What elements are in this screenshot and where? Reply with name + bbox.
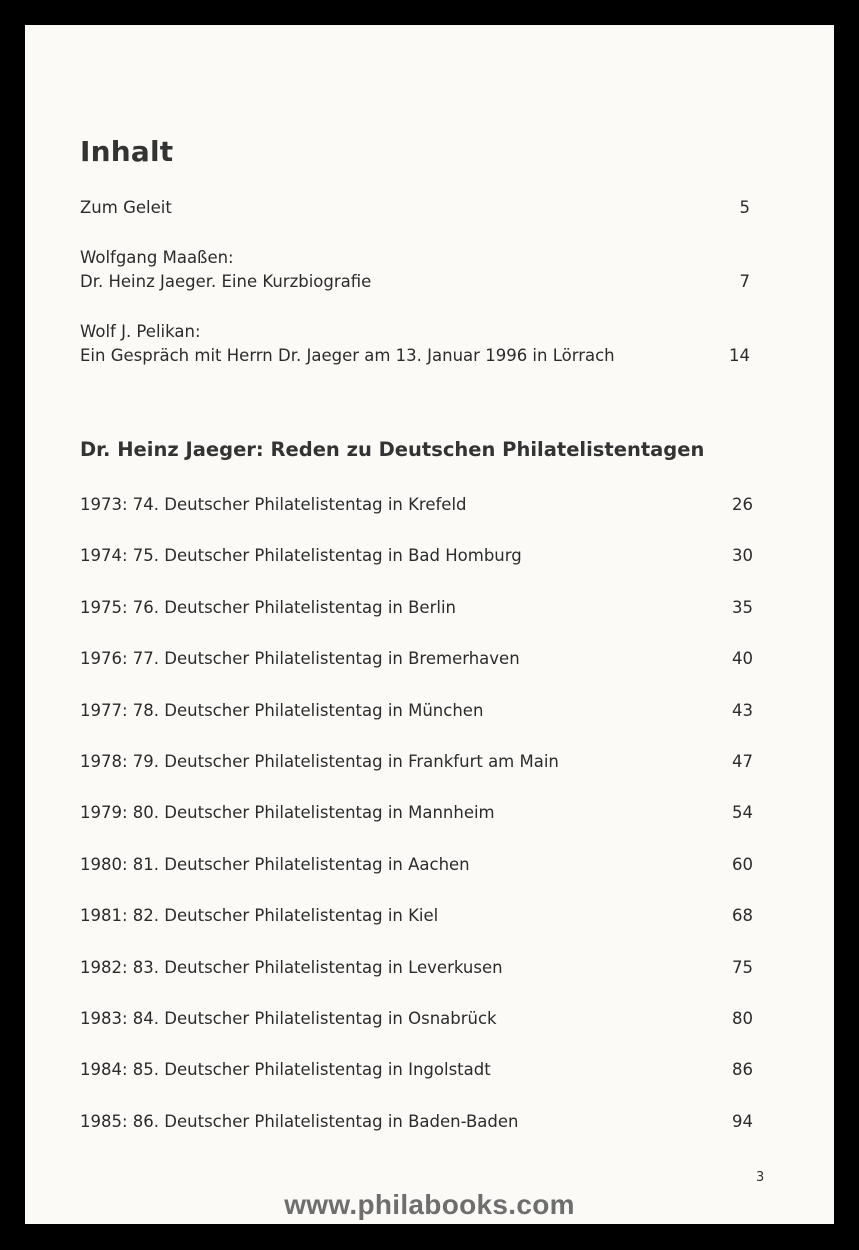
toc-entry-page: 40	[732, 649, 753, 669]
list-item	[80, 544, 753, 595]
toc-entry-title: Zum Geleit	[80, 198, 172, 217]
list-item	[80, 904, 753, 955]
toc-entry-title: 1980: 81. Deutscher Philatelistentag in Aachen	[80, 854, 470, 874]
toc-entry-title: 1976: 77. Deutscher Philatelistentag in Bremerhaven	[80, 649, 520, 669]
toc-entry-title: 1983: 84. Deutscher Philatelistentag in Osnabrück	[80, 1008, 497, 1028]
toc-entry-page: 75	[732, 957, 753, 977]
watermark-url: www.philabooks.com	[284, 1189, 575, 1220]
toc-entry-title: 1979: 80. Deutscher Philatelistentag in Mannheim	[80, 803, 495, 823]
list-item	[80, 853, 753, 904]
toc-entry-gespraech	[80, 320, 750, 368]
toc-entry-title: 1978: 79. Deutscher Philatelistentag in Frankfurt am Main	[80, 751, 559, 771]
list-item	[80, 647, 753, 698]
toc-entry-page: 47	[732, 751, 753, 771]
toc-entry-author: Wolfgang Maaßen:	[80, 248, 234, 267]
toc-entry-page: 26	[732, 495, 753, 514]
page-number: 3	[756, 1170, 765, 1185]
toc-entry-page: 80	[732, 1008, 753, 1028]
toc-entry-title: 1981: 82. Deutscher Philatelistentag in Kiel	[80, 906, 439, 926]
toc-entry-geleit	[80, 196, 750, 220]
toc-entry-page: 94	[732, 1111, 753, 1131]
toc-entry-author: Wolf J. Pelikan:	[80, 322, 201, 341]
page-title: Inhalt	[80, 135, 174, 168]
toc-entry-page: 30	[732, 546, 753, 566]
list-item	[80, 1058, 753, 1109]
list-item	[80, 956, 753, 1007]
toc-entry-page: 60	[732, 854, 753, 874]
toc-entry-page: 35	[732, 597, 753, 617]
toc-entry-title: Dr. Heinz Jaeger. Eine Kurzbiografie	[80, 272, 372, 291]
list-item	[80, 493, 753, 544]
toc-entry-page: 14	[729, 346, 750, 365]
toc-entry-page: 86	[732, 1060, 753, 1080]
book-page	[25, 25, 834, 1224]
toc-entry-page: 54	[732, 803, 753, 823]
toc-entry-page: 5	[739, 198, 750, 217]
list-item	[80, 1110, 753, 1161]
toc-entry-title: 1984: 85. Deutscher Philatelistentag in Ingolstadt	[80, 1060, 491, 1080]
toc-entry-kurzbiografie	[80, 246, 750, 294]
list-item	[80, 596, 753, 647]
toc-entry-title: 1985: 86. Deutscher Philatelistentag in Baden-Baden	[80, 1111, 519, 1131]
list-item	[80, 699, 753, 750]
toc-entry-page: 43	[732, 700, 753, 720]
toc-entry-page: 7	[739, 272, 750, 291]
toc-entry-title: 1973: 74. Deutscher Philatelistentag in Krefeld	[80, 495, 467, 514]
toc-entry-title: 1975: 76. Deutscher Philatelistentag in Berlin	[80, 597, 456, 617]
toc-entry-page: 68	[732, 906, 753, 926]
toc-entry-title: Ein Gespräch mit Herrn Dr. Jaeger am 13. Januar 1996 in Lörrach	[80, 346, 615, 365]
toc-entry-title: 1977: 78. Deutscher Philatelistentag in München	[80, 700, 484, 720]
section-heading: Dr. Heinz Jaeger: Reden zu Deutschen Philatelistentagen	[80, 438, 705, 461]
list-item	[80, 1007, 753, 1058]
list-item	[80, 801, 753, 852]
speech-list	[80, 493, 753, 1161]
toc-entry-title: 1974: 75. Deutscher Philatelistentag in Bad Homburg	[80, 546, 522, 566]
list-item	[80, 750, 753, 801]
toc-entry-title: 1982: 83. Deutscher Philatelistentag in Leverkusen	[80, 957, 503, 977]
